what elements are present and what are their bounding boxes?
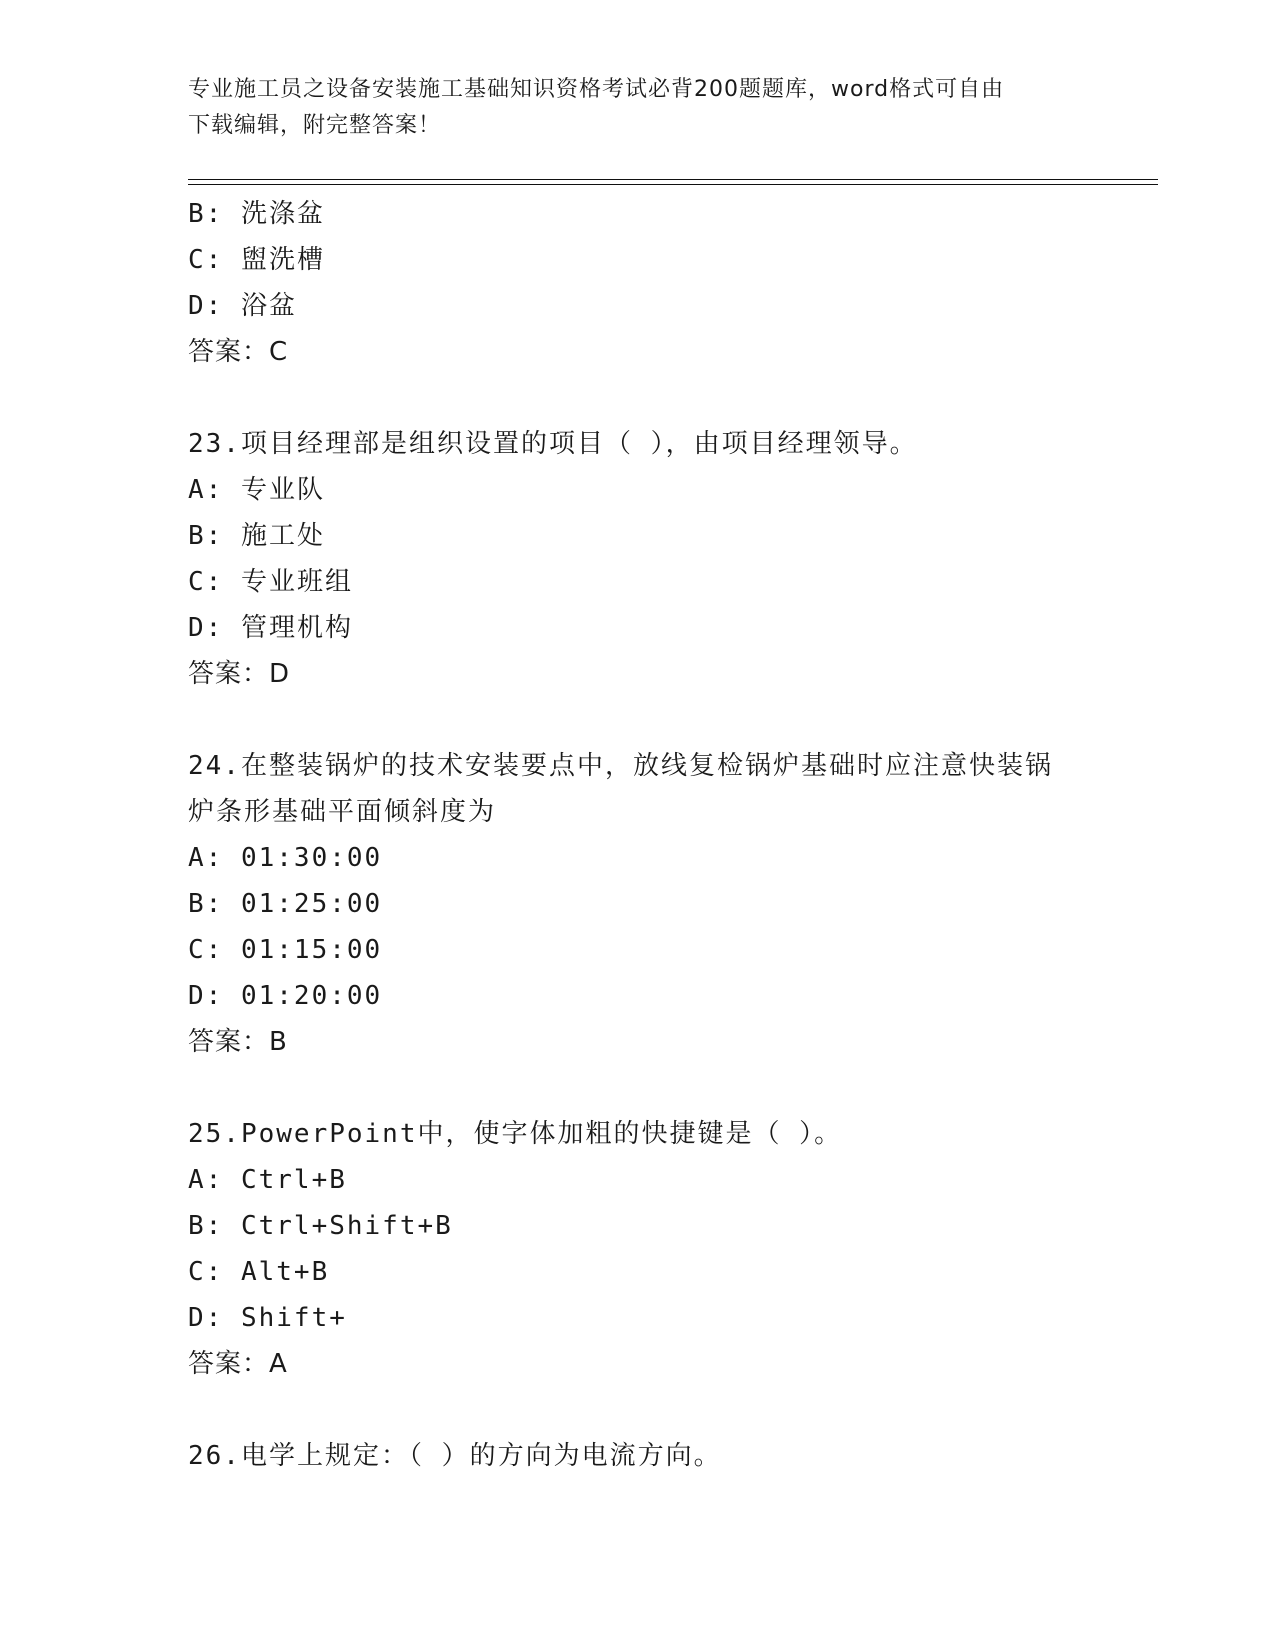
option-c: C: 01:15:00	[188, 935, 383, 965]
question-list	[188, 191, 1088, 1479]
document-header	[188, 72, 1068, 144]
question-spacer	[188, 375, 1088, 421]
header-divider-top	[188, 179, 1158, 180]
answer-line: 答案：B	[188, 1027, 288, 1057]
option-a: A: 01:30:00	[188, 843, 383, 873]
question-26	[188, 1433, 1088, 1479]
option-b: B: Ctrl+Shift+B	[188, 1211, 453, 1241]
option-d: D: Shift+	[188, 1303, 347, 1333]
option-d: D: 浴盆	[188, 291, 297, 321]
question-22-continued	[188, 191, 1088, 375]
option-b: B: 01:25:00	[188, 889, 383, 919]
question-stem: 23.项目经理部是组织设置的项目（ ），由项目经理领导。	[188, 429, 918, 459]
option-b: B: 洗涤盆	[188, 199, 325, 229]
option-a: A: Ctrl+B	[188, 1165, 347, 1195]
question-spacer	[188, 1065, 1088, 1111]
option-d: D: 管理机构	[188, 613, 353, 643]
answer-line: 答案：C	[188, 337, 289, 367]
question-24	[188, 743, 1088, 1065]
question-23	[188, 421, 1088, 697]
option-a: A: 专业队	[188, 475, 325, 505]
option-d: D: 01:20:00	[188, 981, 383, 1011]
question-stem: 26.电学上规定：（ ）的方向为电流方向。	[188, 1441, 722, 1471]
question-25	[188, 1111, 1088, 1387]
answer-line: 答案：D	[188, 659, 291, 689]
question-stem-line-2: 炉条形基础平面倾斜度为	[188, 797, 497, 827]
option-c: C: Alt+B	[188, 1257, 330, 1287]
header-title-line-2: 下载编辑，附完整答案！	[188, 113, 442, 138]
header-title-line-1: 专业施工员之设备安装施工基础知识资格考试必背200题题库，word格式可自由	[188, 77, 1005, 102]
option-c: C: 专业班组	[188, 567, 353, 597]
question-stem-line-1: 24.在整装锅炉的技术安装要点中，放线复检锅炉基础时应注意快装锅	[188, 751, 1053, 781]
question-spacer	[188, 697, 1088, 743]
option-c: C: 盥洗槽	[188, 245, 325, 275]
question-stem: 25.PowerPoint中，使字体加粗的快捷键是（ ）。	[188, 1119, 843, 1149]
header-divider-bottom	[188, 184, 1158, 185]
question-spacer	[188, 1387, 1088, 1433]
option-b: B: 施工处	[188, 521, 325, 551]
answer-line: 答案：A	[188, 1349, 288, 1379]
